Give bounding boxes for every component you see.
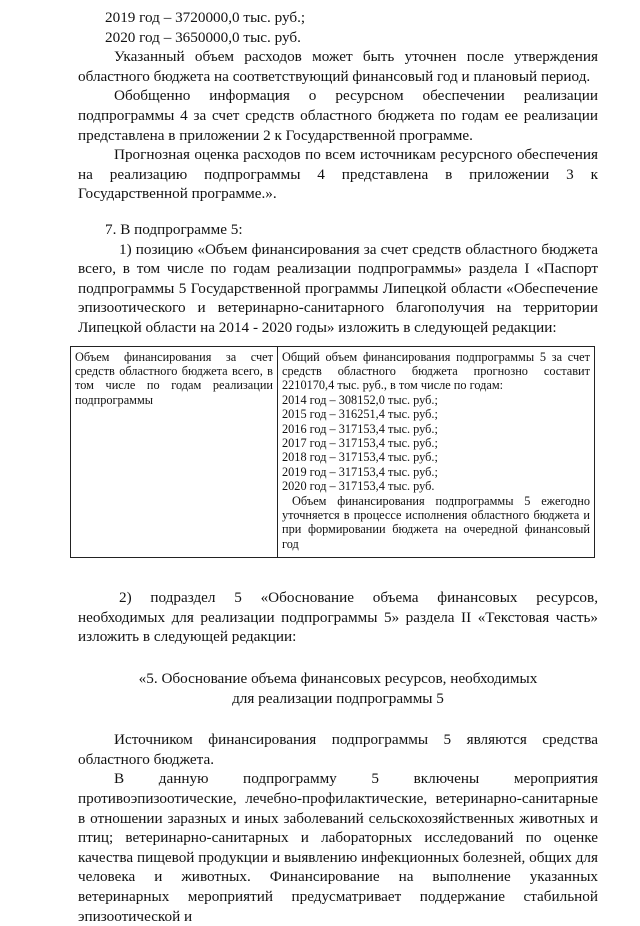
table-cell-value: [278, 346, 595, 558]
funding-year-2019: 2019 год – 317153,4 тыс. руб.;: [282, 464, 438, 479]
paragraph-resource-summary: Обобщенно информация о ресурсном обеспечении реализации подпрограммы 4 за счет средств областного бюджета по годам ее реализации представлена в приложении 2 к Государственной программе.: [78, 87, 598, 144]
subsection-title-line-2: для реализации подпрограммы 5: [232, 689, 444, 707]
subsection-title-line-1: «5. Обоснование объема финансовых ресурсов, необходимых: [138, 669, 538, 687]
table-row: [71, 346, 595, 558]
item-2-text: 2) подраздел 5 «Обоснование объема финансовых ресурсов, необходимых для реализации подпрограммы 5» раздела II «Текстовая часть» изложить в следующей редакции:: [78, 589, 598, 646]
funding-year-2016: 2016 год – 317153,4 тыс. руб.;: [282, 421, 438, 436]
funding-total-text: Общий объем финансирования подпрограммы 5 за счет средств областного бюджета прогнозно составит 2210170,4 тыс. руб., в том числе по годам:: [282, 349, 590, 393]
table-cell-label: Объем финансирования за счет средств областного бюджета всего, в том числе по годам реализации подпрограммы: [71, 346, 278, 558]
paragraph-measures: В данную подпрограмму 5 включены мероприятия противоэпизоотические, лечебно-профилактические, ветеринарно-санитарные в отношении заразных и иных заболеваний сельскохозяйственных животных и птиц; ветеринарно-санитарных и лабораторных исследований по оценке качества пищевой продукции и выявлению инфекционных болезней, общих для человека и животных. Финансирование на выполнение указанных ветеринарных мероприятий предусматривает поддержание стабильной эпизоотической и: [78, 770, 598, 925]
funding-year-2018: 2018 год – 317153,4 тыс. руб.;: [282, 450, 438, 465]
funding-year-2017: 2017 год – 317153,4 тыс. руб.;: [282, 435, 438, 450]
year-line-2020: 2020 год – 3650000,0 тыс. руб.: [105, 28, 301, 46]
section-heading: 7. В подпрограмме 5:: [105, 220, 243, 238]
paragraph-forecast: Прогнозная оценка расходов по всем источникам ресурсного обеспечения на реализацию подпрограммы 4 представлена в приложении 3 к Государственной программе.».: [78, 146, 598, 203]
paragraph-budget-clarification: Указанный объем расходов может быть уточнен после утверждения областного бюджета на соответствующий финансовый год и плановый период.: [78, 48, 598, 85]
document-page: [75, 8, 598, 926]
funding-year-2014: 2014 год – 308152,0 тыс. руб.;: [282, 392, 438, 407]
funding-year-2020: 2020 год – 317153,4 тыс. руб.: [282, 479, 435, 494]
paragraph-funding-source: Источником финансирования подпрограммы 5 являются средства областного бюджета.: [78, 731, 598, 768]
funding-year-2015: 2015 год – 316251,4 тыс. руб.;: [282, 407, 438, 422]
year-line-2019: 2019 год – 3720000,0 тыс. руб.;: [105, 9, 306, 26]
funding-note: Объем финансирования подпрограммы 5 ежегодно уточняется в процессе исполнения областного бюджета и при формировании бюджета на очередной финансовый год: [282, 493, 590, 551]
item-1-text: 1) позицию «Объем финансирования за счет средств областного бюджета всего, в том числе по годам реализации подпрограммы» раздела I «Паспорт подпрограммы 5 Государственной программы Липецкой области «Обеспечение эпизоотического и ветеринарно-санитарного благополучия на территории Липецкой области на 2014 - 2020 годы» изложить в следующей редакции:: [78, 240, 598, 336]
passport-table: [70, 346, 595, 559]
